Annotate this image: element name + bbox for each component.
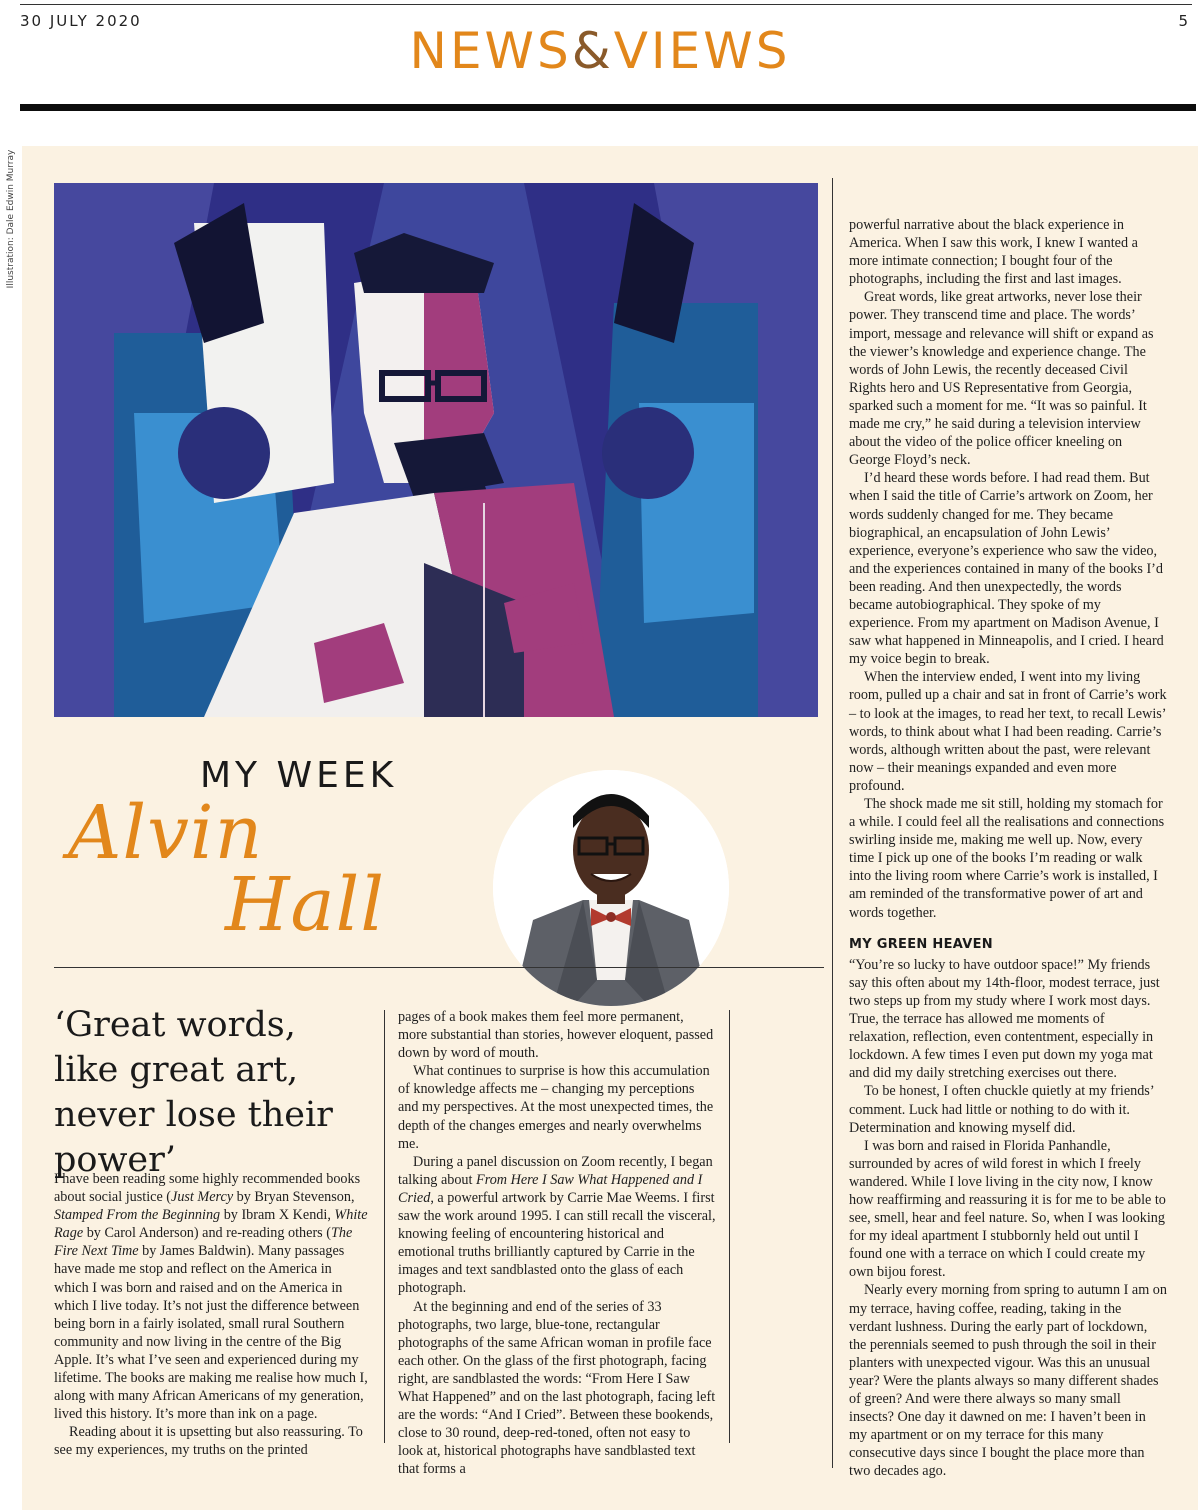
masthead-rule [20, 104, 1196, 111]
text-run: by Bryan Stevenson, [233, 1189, 355, 1206]
paragraph: To be honest, I often chuckle quietly at my friends’ comment. Luck had little or nothing to do with it. Determination and knowing myself did. [849, 1083, 1154, 1136]
paragraph: I’d heard these words before. I had read them. But when I said the title of Carrie’s artwork on Zoom, her words suddenly changed for me. They became biographical, an encapsulation of John Lewis’ experience, everyone’s experience who saw the video, and the experiences contained in many of the books I’d been reading. And then unexpectedly, the words became autobiographical. They spoke of my experience. From my apartment on Madison Avenue, I saw what happened in Minneapolis, and I cried. I heard my voice begin to break. [849, 470, 1164, 668]
paragraph: At the beginning and end of the series of 33 photographs, two large, blue-tone, rectangular photographs of the same African woman in profile face each other. On the glass of the first photograph, facing right, are sandblasted the words: “From Here I Saw What Happened” and on the last photograph, facing left are the words: “And I Cried”. Between these bookends, close to 30 round, deep-red-toned, often not easy to look at, historical photographs have sandblasted text that forms a [398, 1298, 716, 1478]
author-first-name: Alvin [68, 790, 264, 876]
text-run: , a powerful artwork by Carrie Mae Weems. I first saw the work around 1995. I can still recall the visceral, knowing feeling of encountering historical and emotional truths brilliantly captured by Carrie in the images and text sandblasted onto the glass of each photograph. [398, 1189, 716, 1297]
book-title: White Rage [54, 1207, 368, 1242]
top-hairline [20, 4, 1192, 5]
body-column-1 [54, 1170, 369, 1460]
author-last-name: Hall [225, 862, 385, 948]
book-title: The Fire Next Time [54, 1225, 353, 1260]
masthead-news: NEWS [409, 22, 572, 80]
text-run: by Carol Anderson) and re-reading others ( [83, 1225, 331, 1242]
issue-date: 30 JULY 2020 [20, 12, 142, 30]
masthead-views: VIEWS [613, 22, 791, 80]
column-rule-b-right [729, 1010, 730, 1443]
paragraph: Reading about it is upsetting but also reassuring. To see my experiences, my truths on the printed [54, 1424, 363, 1459]
book-title: Just Mercy [171, 1189, 234, 1206]
book-title: Stamped From the Beginning [54, 1207, 221, 1224]
page-number: 5 [1178, 12, 1188, 30]
paragraph: I was born and raised in Florida Panhandle, surrounded by acres of wild forest in which I freely wandered. While I love living in the city now, I know how reaffirming and reassuring it is for me to be able to see, smell, hear and feel nature. So, when I was looking for my ideal apartment I stubbornly held out until I found one with a terrace on which I could create my own bijou forest. [849, 1137, 1166, 1281]
paragraph: What continues to surprise is how this accumulation of knowledge affects me – changing my perceptions and my perspectives. At the most unexpected times, the depth of the changes emerges and nearly overwhelms me. [398, 1063, 714, 1152]
text-run: by Ibram X Kendi, [220, 1207, 335, 1224]
paragraph: The shock made me sit still, holding my stomach for a while. I could feel all the realisations and connections swirling inside me, making me well up. Now, every time I pick up one of the books I’m reading or walk into the living room where Carrie’s work is installed, I am reminded of the transformative power of art and words together. [849, 796, 1165, 921]
text-run: I have been reading some highly recommended books about social justice ( [54, 1171, 361, 1206]
column-rule-b [384, 1010, 385, 1443]
paragraph [54, 1170, 369, 1423]
text-run: by James Baldwin). Many passages have made me stop and reflect on the America in which I was born and raised and on the America in which I live today. It’s not just the difference between being born in a fairly isolated, small rural Southern community and now living in the centre of the Big Apple. It’s what I’ve seen and experienced during my lifetime. The books are making me realise how much I, along with many African Americans of my generation, lived this history. It’s more than ink on a page. [54, 1243, 368, 1423]
column-kicker: MY WEEK [200, 755, 398, 796]
paragraph [398, 1153, 716, 1298]
pull-quote: ‘Great words, like great art, never lose their power’ [54, 1005, 333, 1180]
paragraph: Great words, like great artworks, never lose their power. They transcend time and place. The words’ import, message and relevance will shift or expand as the viewer’s knowledge and experience change. The words of John Lewis, the recently deceased Civil Rights hero and US Representative from Georgia, sparked such a moment for me. “It was so painful. It made me cry,” he said during a television interview about the video of the police officer kneeling on George Floyd’s neck. [849, 289, 1154, 469]
paragraph: “You’re so lucky to have outdoor space!” My friends say this often about my 14th-floor, modest terrace, just two steps up from my study where I work most days. True, the terrace has allowed me moments of relaxation, reflection, even contentment, especially in lockdown. A few times I even put down my yoga mat and did my daily stretching exercises out there. [849, 956, 1160, 1082]
paragraph: When the interview ended, I went into my living room, pulled up a chair and sat in front of Carrie’s work – to look at the images, to read her text, to recall Lewis’ words, to think about what I had been reading. Carrie’s words, although written about the past, were relevant now – their meanings expanded and even more profound. [849, 669, 1167, 794]
section-masthead [0, 22, 1200, 80]
column-rule-top [832, 178, 833, 1468]
author-portrait [493, 770, 729, 1006]
masthead-ampersand: & [571, 22, 614, 80]
paragraph: powerful narrative about the black experience in America. When I saw this work, I knew I wanted a more intimate connection; I bought four of the photographs, including the first and last images. [849, 217, 1138, 288]
reader-illustration [54, 183, 818, 717]
body-column-2 [398, 1008, 716, 1478]
paragraph: Nearly every morning from spring to autumn I am on my terrace, having coffee, reading, taking in the verdant lushness. During the early part of lockdown, the perennials seemed to push through the soil in their planters with unexpected vigour. Was this an unusual year? Were the plants always so many different shades of green? And were there always so many small insects? One day it dawned on me: I haven’t been in my apartment or on my terrace for this many consecutive days since I bought the place more than two decades ago. [849, 1282, 1167, 1480]
body-column-3 [849, 216, 1167, 1480]
subheading: MY GREEN HEAVEN [849, 936, 993, 952]
paragraph: pages of a book makes them feel more permanent, more substantial than stories, however eloquent, passed down by word of mouth. [398, 1009, 714, 1062]
illustration-credit: Illustration: Dale Edwin Murray [6, 149, 16, 289]
section-divider [54, 967, 824, 968]
artwork-title: From Here I Saw What Happened and I Cried [398, 1171, 703, 1206]
text-run: During a panel discussion on Zoom recently, I began talking about [398, 1153, 713, 1188]
